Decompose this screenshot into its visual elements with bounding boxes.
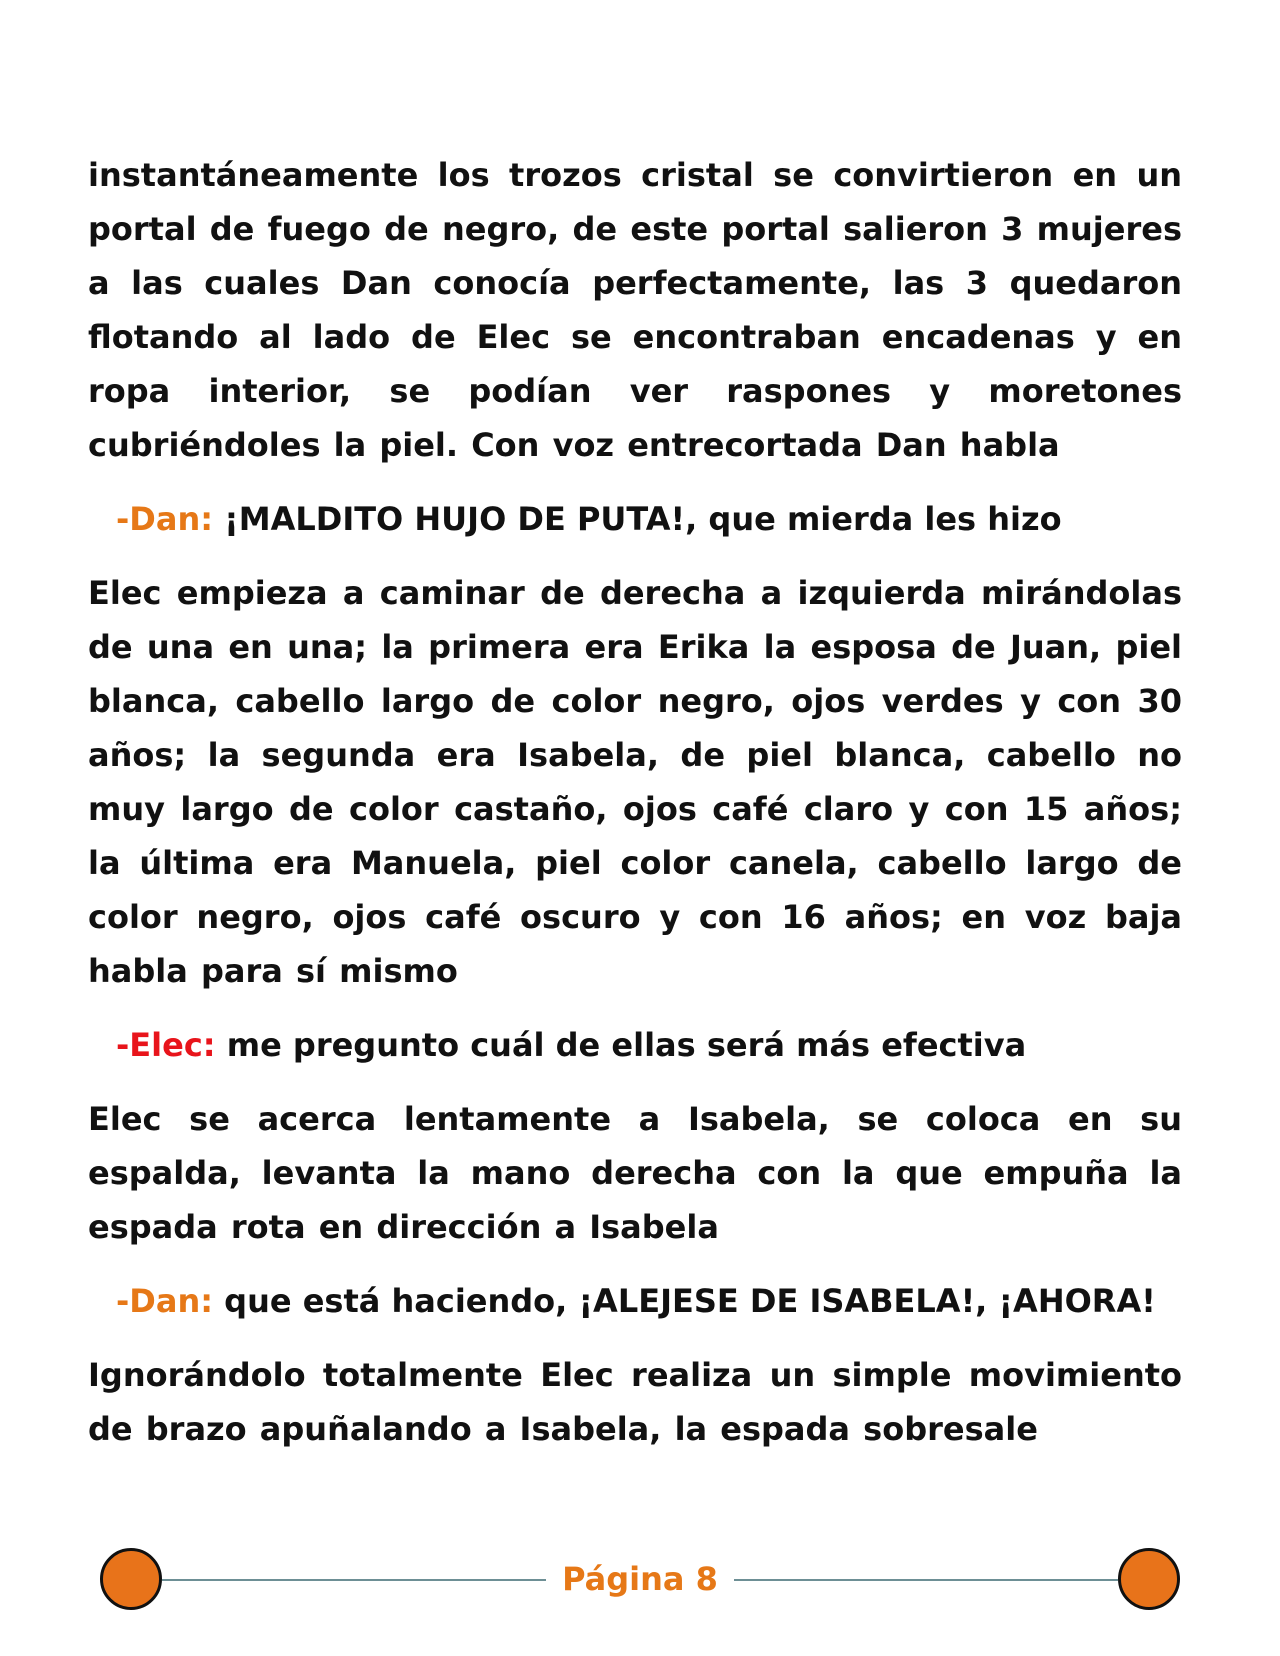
page-number: Página 8 — [562, 1560, 718, 1598]
dialogue-line — [116, 1274, 1182, 1328]
dialogue-line — [116, 492, 1182, 546]
speaker-elec: -Elec: — [116, 1026, 216, 1064]
speaker-dan: -Dan: — [116, 500, 214, 538]
speaker-dan: -Dan: — [116, 1282, 214, 1320]
paragraph: instantáneamente los trozos cristal se convirtieron en un portal de fuego de negro, de este portal salieron 3 mujeres a las cuales Dan conocía perfectamente, las 3 quedaron flotando al lado de Elec se encontraban encadenas y en ropa interior, se podían ver raspones y moretones cubriéndoles la piel. Con voz entrecortada Dan habla — [88, 156, 1182, 464]
dialogue-line — [116, 1018, 1182, 1072]
footer-circle-right — [1118, 1548, 1180, 1610]
dialogue-text: ¡MALDITO HUJO DE PUTA!, que mierda les hizo — [213, 500, 1062, 538]
paragraph: Ignorándolo totalmente Elec realiza un simple movimiento de brazo apuñalando a Isabela, la espada sobresale — [88, 1356, 1182, 1448]
paragraph: Elec empieza a caminar de derecha a izquierda mirándolas de una en una; la primera era Erika la esposa de Juan, piel blanca, cabello largo de color negro, ojos verdes y con 30 años; la segunda era Isabela, de piel blanca, cabello no muy largo de color castaño, ojos café claro y con 15 años; la última era Manuela, piel color canela, cabello largo de color negro, ojos café oscuro y con 16 años; en voz baja habla para sí mismo — [88, 574, 1182, 990]
footer-rule-right — [734, 1579, 1118, 1581]
page-body — [88, 148, 1182, 1476]
page-footer — [100, 1546, 1180, 1616]
dialogue-text: que está haciendo, ¡ALEJESE DE ISABELA!, ¡AHORA! — [213, 1282, 1156, 1320]
paragraph: Elec se acerca lentamente a Isabela, se coloca en su espalda, levanta la mano derecha con la que empuña la espada rota en dirección a Isabela — [88, 1100, 1182, 1246]
dialogue-text: me pregunto cuál de ellas será más efectiva — [215, 1026, 1027, 1064]
